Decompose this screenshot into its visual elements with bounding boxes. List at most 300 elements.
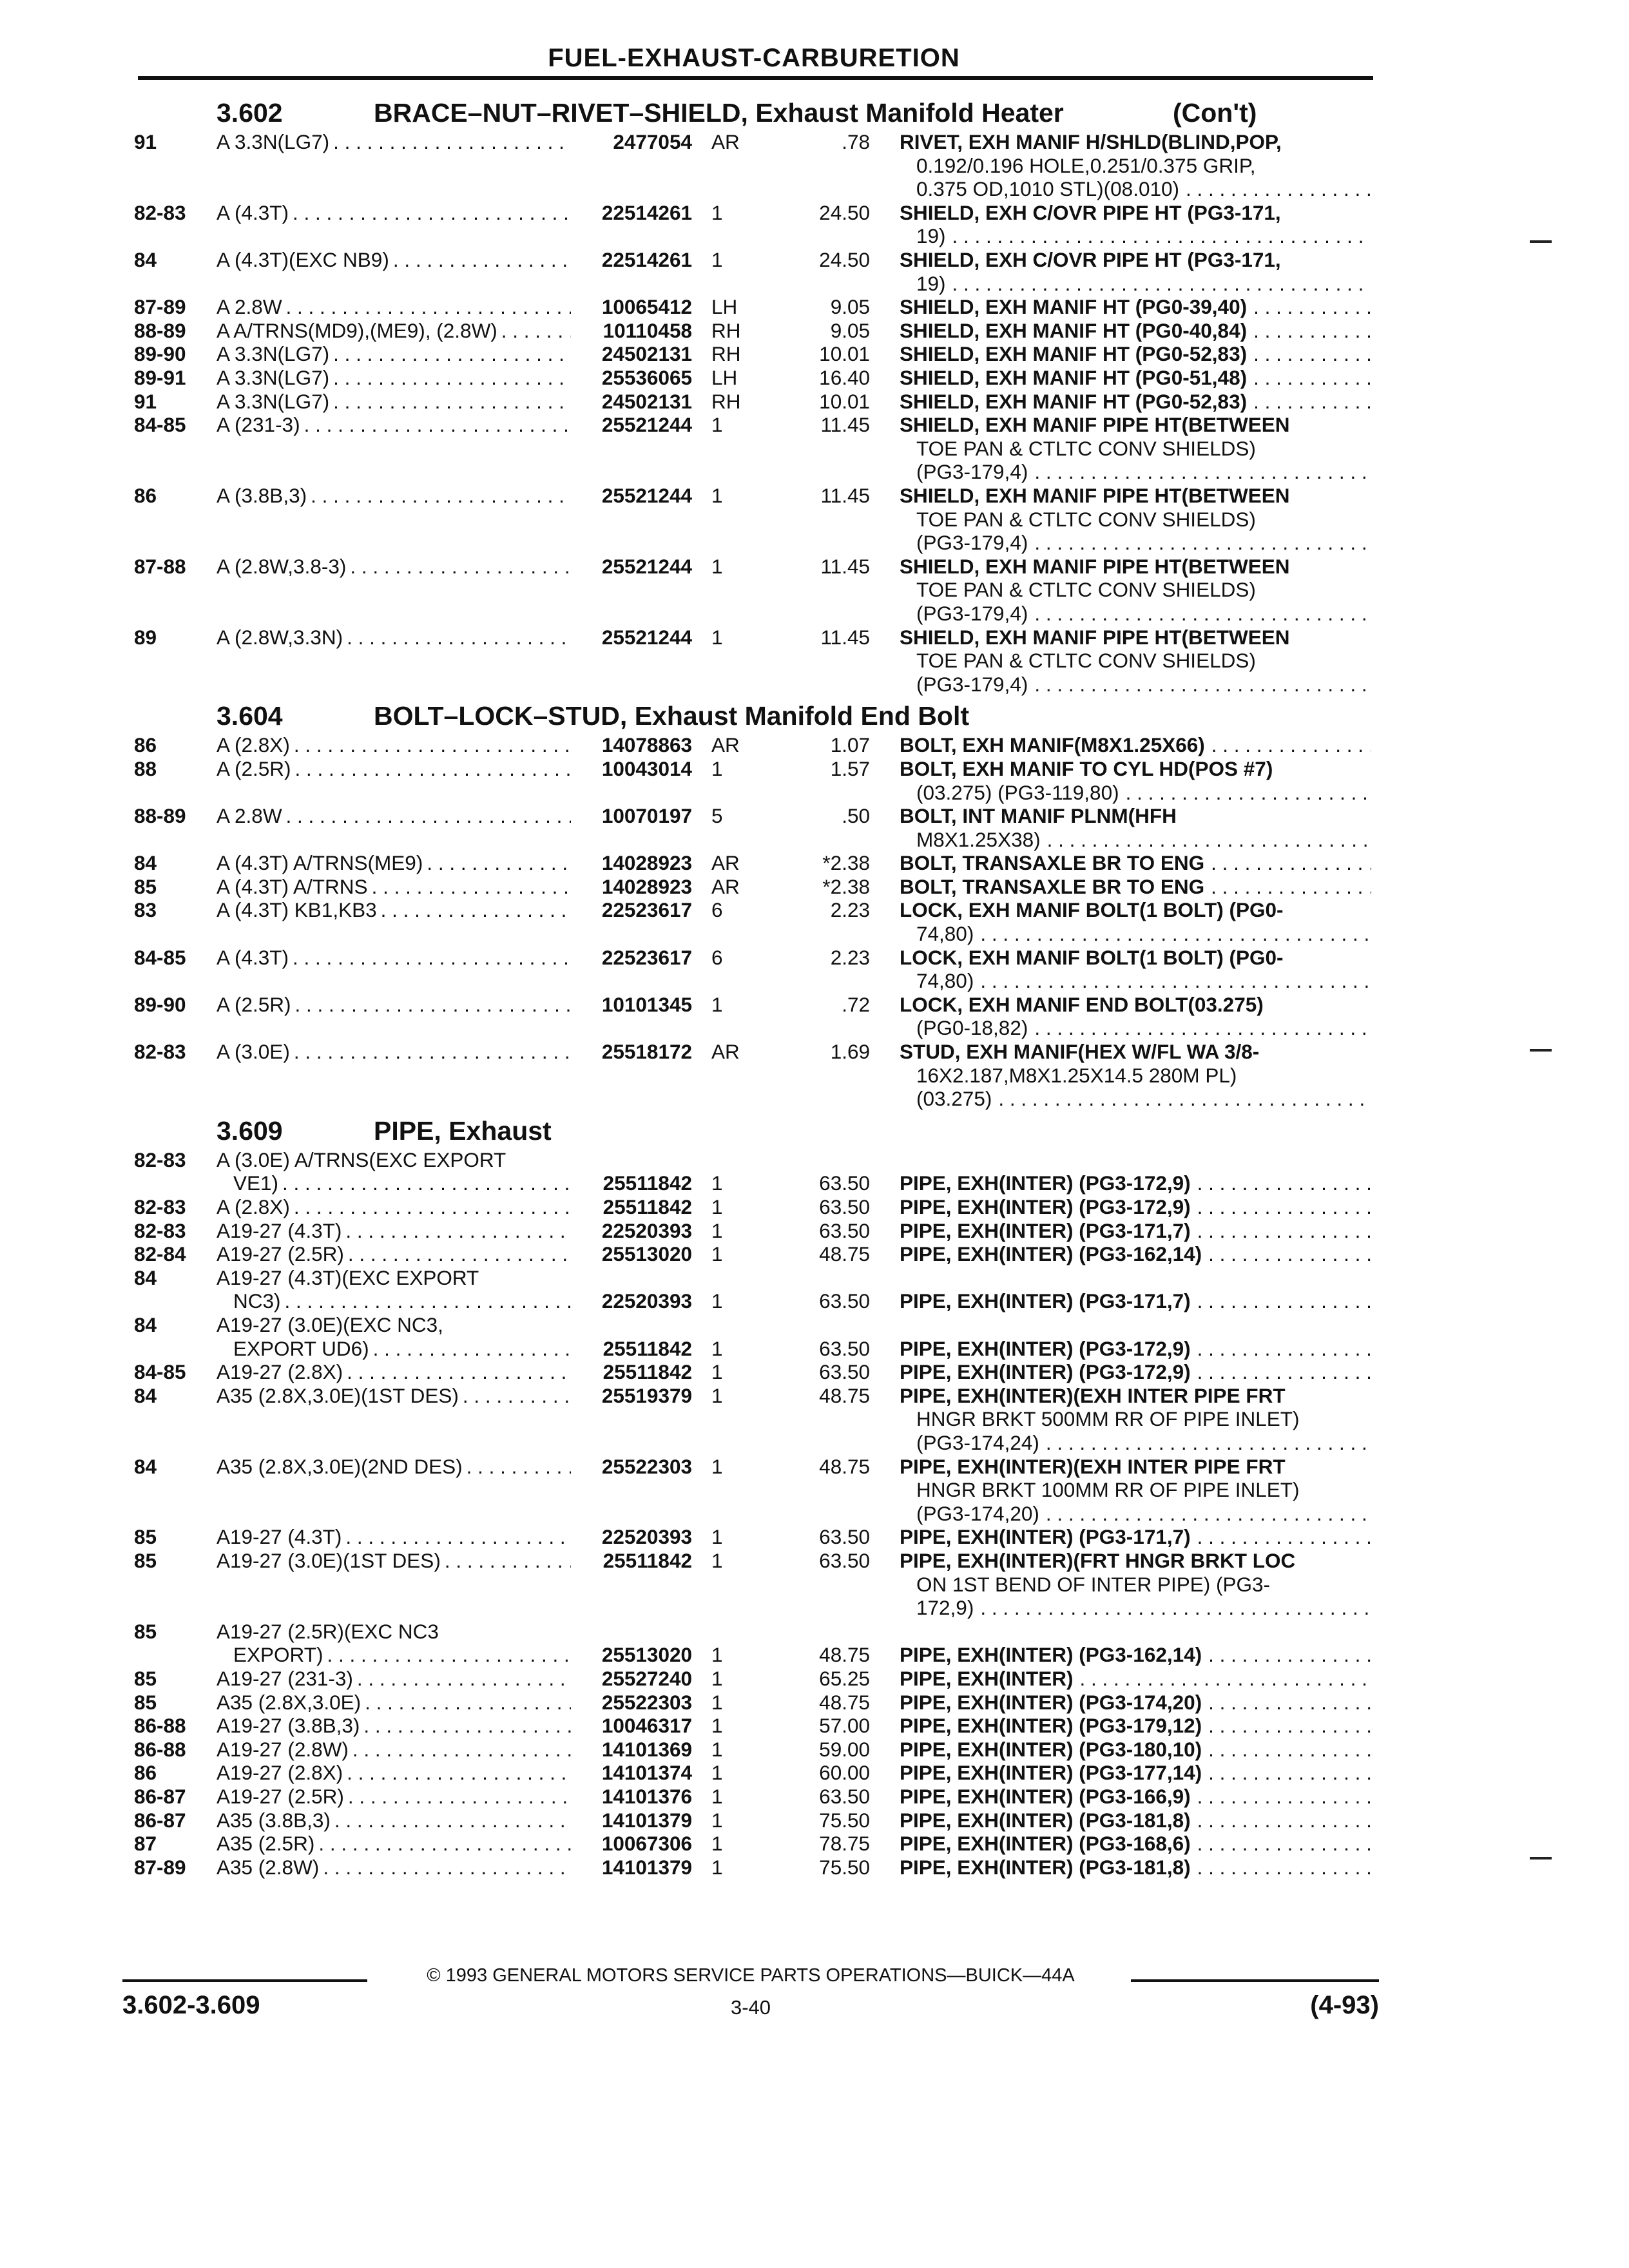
table-row <box>134 1148 1371 1195</box>
part-number: 14028923 <box>601 874 692 898</box>
description-text: BOLT, EXH MANIF TO CYL HD(POS #7) <box>900 756 1273 780</box>
description <box>900 366 1371 390</box>
model-years: 89-91 <box>134 365 186 389</box>
part-number: 24502131 <box>601 342 692 366</box>
dot-leader <box>1034 602 1371 626</box>
dot-leader <box>282 1171 571 1195</box>
model-years: 91 <box>134 130 157 153</box>
model-years: 86-87 <box>134 1808 186 1832</box>
description-line <box>900 1016 1371 1040</box>
quantity: 1 <box>711 247 723 271</box>
part-number: 10101345 <box>601 992 692 1016</box>
section-number: 3.602 <box>217 98 283 128</box>
application-text: VE1) <box>233 1171 279 1195</box>
quantity: 1 <box>711 1218 723 1242</box>
description-text: SHIELD, EXH MANIF PIPE HT(BETWEEN <box>900 483 1290 507</box>
description <box>900 1738 1371 1762</box>
table-row <box>134 201 1371 248</box>
description-text: LOCK, EXH MANIF END BOLT(03.275) <box>900 992 1264 1016</box>
model-years: 85 <box>134 1619 157 1643</box>
part-number: 10065412 <box>601 295 692 319</box>
dot-leader <box>348 1785 571 1809</box>
application-text: A19-27 (3.8B,3) <box>217 1714 360 1738</box>
description <box>900 390 1371 414</box>
dot-leader <box>333 342 571 366</box>
description-line <box>900 1502 1371 1526</box>
model-years: 88-89 <box>134 804 186 828</box>
quantity: AR <box>711 733 740 757</box>
price: 9.05 <box>830 318 870 342</box>
description-text: PIPE, EXH(INTER) (PG3-168,6) <box>900 1832 1191 1856</box>
description-line <box>900 413 1371 437</box>
part-number: 24502131 <box>601 389 692 413</box>
description-line <box>900 733 1371 757</box>
application-text: A19-27 (2.5R)(EXC NC3 <box>217 1619 439 1643</box>
price: 63.50 <box>819 1548 870 1572</box>
description-line <box>900 1040 1371 1064</box>
quantity: 1 <box>711 1336 723 1360</box>
description-text: PIPE, EXH(INTER) (PG3-177,14) <box>900 1761 1202 1785</box>
table-row <box>134 390 1371 414</box>
dot-leader <box>348 1242 571 1266</box>
description-text: 16X2.187,M8X1.25X14.5 280M PL) <box>916 1063 1237 1087</box>
description-line <box>900 130 1371 154</box>
description-text: SHIELD, EXH MANIF HT (PG0-39,40) <box>900 295 1248 319</box>
dot-leader <box>1208 1691 1371 1715</box>
description-text: PIPE, EXH(INTER) (PG3-172,9) <box>900 1336 1191 1360</box>
quantity: 1 <box>711 1808 723 1832</box>
footer-rule-left <box>122 1979 367 1982</box>
dot-leader <box>1208 1738 1371 1762</box>
description <box>900 1242 1371 1266</box>
description-text: BOLT, TRANSAXLE BR TO ENG <box>900 874 1205 898</box>
model-years: 82-83 <box>134 1040 186 1064</box>
table-row <box>134 993 1371 1040</box>
description-line <box>900 460 1371 484</box>
table-row <box>134 1384 1371 1455</box>
application-text: A19-27 (3.0E)(1ST DES) <box>217 1548 441 1572</box>
description-text: PIPE, EXH(INTER) (PG3-179,12) <box>900 1714 1202 1738</box>
description-text: 0.375 OD,1010 STL)(08.010) <box>916 177 1179 201</box>
table-row <box>134 1785 1371 1809</box>
description <box>900 1384 1371 1455</box>
dot-leader <box>357 1667 571 1691</box>
application-text: A19-27 (3.0E)(EXC NC3, <box>217 1313 443 1336</box>
table-row <box>134 804 1371 851</box>
description-text: 172,9) <box>916 1596 974 1620</box>
dot-leader <box>1046 1431 1371 1455</box>
description-text: BOLT, INT MANIF PLNM(HFH <box>900 804 1177 828</box>
table-row <box>134 1549 1371 1620</box>
model-years: 86 <box>134 483 157 507</box>
description-text: (PG3-179,4) <box>916 672 1028 696</box>
model-years: 84 <box>134 1454 157 1478</box>
section-number: 3.609 <box>217 1115 283 1146</box>
description <box>900 1171 1371 1195</box>
table-row <box>134 946 1371 993</box>
table-row <box>134 1691 1371 1715</box>
quantity: RH <box>711 342 741 366</box>
quantity: AR <box>711 851 740 875</box>
price: 16.40 <box>819 365 870 389</box>
table-row <box>134 130 1371 201</box>
table-row <box>134 1219 1371 1243</box>
price: 11.45 <box>820 413 870 437</box>
description-line <box>900 602 1371 626</box>
application-text: A (4.3T) A/TRNS(ME9) <box>217 851 423 875</box>
application-text: A (4.3T) <box>217 200 289 224</box>
description-text: SHIELD, EXH MANIF PIPE HT(BETWEEN <box>900 625 1290 649</box>
part-number: 22523617 <box>601 945 692 969</box>
quantity: LH <box>711 365 738 389</box>
price: 1.69 <box>830 1040 870 1064</box>
description-line <box>900 969 1371 993</box>
description-line <box>900 1219 1371 1243</box>
part-number: 2477054 <box>613 130 692 153</box>
table-row <box>134 626 1371 697</box>
application-text: A 3.3N(LG7) <box>217 365 330 389</box>
description <box>900 1714 1371 1738</box>
part-number: 22520393 <box>601 1218 692 1242</box>
application-text: A (2.5R) <box>217 992 291 1016</box>
parts-listing <box>134 97 1371 1883</box>
table-row <box>134 1738 1371 1762</box>
part-number: 22514261 <box>601 247 692 271</box>
part-number: 25536065 <box>601 365 692 389</box>
application-text: A35 (2.5R) <box>217 1832 315 1856</box>
dot-leader <box>304 413 571 437</box>
description-line <box>900 342 1371 366</box>
price: 2.23 <box>830 898 870 922</box>
quantity: 1 <box>711 554 723 578</box>
description-text: (PG3-179,4) <box>916 531 1028 555</box>
description <box>900 319 1371 343</box>
quantity: 1 <box>711 1643 723 1667</box>
dot-leader <box>285 1289 571 1313</box>
application-line <box>217 1313 700 1337</box>
application-text: A35 (2.8W) <box>217 1855 320 1879</box>
description-text: LOCK, EXH MANIF BOLT(1 BOLT) (PG0- <box>900 945 1284 969</box>
description-text: SHIELD, EXH MANIF HT (PG0-52,83) <box>900 389 1248 413</box>
dot-leader <box>333 130 571 154</box>
dot-leader <box>1197 1809 1371 1832</box>
model-years: 87-89 <box>134 295 186 319</box>
application-line <box>217 1620 700 1644</box>
quantity: 1 <box>711 1454 723 1478</box>
table-row <box>134 319 1371 343</box>
quantity: 1 <box>711 1171 723 1195</box>
dot-leader <box>1197 1360 1371 1384</box>
quantity: 1 <box>711 1761 723 1785</box>
dot-leader <box>1080 1667 1371 1691</box>
model-years: 84 <box>134 247 157 271</box>
description-text: 19) <box>916 271 946 295</box>
price: 48.75 <box>819 1242 870 1266</box>
price: 24.50 <box>819 247 870 271</box>
section-title: BRACE–NUT–RIVET–SHIELD, Exhaust Manifold Heater <box>374 98 1064 128</box>
price: .78 <box>842 130 870 153</box>
dot-leader <box>294 1195 571 1219</box>
description-text: PIPE, EXH(INTER)(EXH INTER PIPE FRT <box>900 1383 1286 1407</box>
description-text: SHIELD, EXH MANIF PIPE HT(BETWEEN <box>900 413 1290 437</box>
model-years: 86 <box>134 1761 157 1785</box>
description-text: 74,80) <box>916 969 974 993</box>
dot-leader <box>952 224 1371 248</box>
application-text: A 3.3N(LG7) <box>217 389 330 413</box>
price: 63.50 <box>819 1360 870 1384</box>
description-line <box>900 177 1371 201</box>
description-text: BOLT, EXH MANIF(M8X1.25X66) <box>900 733 1205 757</box>
application-text: A A/TRNS(MD9),(ME9), (2.8W) <box>217 318 497 342</box>
dot-leader <box>286 804 571 828</box>
part-number: 25513020 <box>601 1643 692 1667</box>
model-years: 82-83 <box>134 1148 186 1171</box>
description-line <box>900 1785 1371 1809</box>
price: 1.57 <box>830 756 870 780</box>
description-text: TOE PAN & CTLTC CONV SHIELDS) <box>916 436 1256 460</box>
dot-leader <box>363 1714 571 1738</box>
dot-leader <box>323 1856 571 1879</box>
description <box>900 1761 1371 1785</box>
description-line <box>900 804 1371 828</box>
description-line <box>900 1289 1371 1313</box>
application-text: A19-27 (4.3T) <box>217 1525 342 1549</box>
section-title: PIPE, Exhaust <box>374 1115 552 1146</box>
price: 1.07 <box>830 733 870 757</box>
application-text: A 2.8W <box>217 804 282 828</box>
table-row <box>134 1832 1371 1856</box>
quantity: 1 <box>711 756 723 780</box>
description <box>900 898 1371 945</box>
description-line <box>900 201 1371 225</box>
quantity: 1 <box>711 483 723 507</box>
description-text: PIPE, EXH(INTER) (PG3-171,7) <box>900 1218 1191 1242</box>
price: 57.00 <box>819 1714 870 1738</box>
price: 60.00 <box>819 1761 870 1785</box>
table-row <box>134 484 1371 555</box>
description-line <box>900 154 1371 178</box>
model-years: 82-83 <box>134 1218 186 1242</box>
description-text: PIPE, EXH(INTER) (PG3-181,8) <box>900 1808 1191 1832</box>
model-years: 84 <box>134 851 157 875</box>
application-line <box>217 1266 700 1290</box>
description-text: PIPE, EXH(INTER) (PG3-171,7) <box>900 1525 1191 1549</box>
table-row <box>134 1525 1371 1549</box>
model-years: 87-88 <box>134 554 186 578</box>
description-line <box>900 626 1371 649</box>
description <box>900 1455 1371 1526</box>
part-number: 25521244 <box>601 413 692 437</box>
price: 63.50 <box>819 1195 870 1219</box>
quantity: 1 <box>711 1666 723 1690</box>
quantity: 1 <box>711 1855 723 1879</box>
dot-leader <box>365 1691 571 1715</box>
part-number: 25521244 <box>601 554 692 578</box>
description-line <box>900 851 1371 875</box>
description-line <box>900 1195 1371 1219</box>
section-heading <box>134 97 1371 130</box>
description <box>900 1832 1371 1856</box>
description <box>900 130 1371 201</box>
model-years: 86-88 <box>134 1714 186 1738</box>
application-text: A35 (2.8X,3.0E)(2ND DES) <box>217 1454 463 1478</box>
description-line <box>900 1384 1371 1408</box>
model-years: 82-83 <box>134 200 186 224</box>
description-line <box>900 1596 1371 1620</box>
part-number: 25522303 <box>601 1454 692 1478</box>
model-years: 89-90 <box>134 992 186 1016</box>
dot-leader <box>333 366 571 390</box>
description-text: 74,80) <box>916 922 974 946</box>
description-line <box>900 781 1371 805</box>
dot-leader <box>1197 1195 1371 1219</box>
description-line <box>900 1573 1371 1597</box>
model-years: 85 <box>134 874 157 898</box>
dot-leader <box>347 1761 571 1785</box>
description-line <box>900 1242 1371 1266</box>
table-row <box>134 413 1371 484</box>
part-number: 25511842 <box>602 1548 692 1572</box>
description <box>900 1691 1371 1715</box>
model-years: 86-87 <box>134 1784 186 1808</box>
quantity: AR <box>711 130 740 153</box>
description-line <box>900 673 1371 697</box>
description <box>900 248 1371 295</box>
application-text: A (2.5R) <box>217 756 291 780</box>
quantity: 1 <box>711 1714 723 1738</box>
description-line <box>900 366 1371 390</box>
model-years: 85 <box>134 1525 157 1549</box>
quantity: AR <box>711 1040 740 1064</box>
model-years: 82-84 <box>134 1242 186 1266</box>
application-text: A35 (2.8X,3.0E) <box>217 1690 361 1714</box>
part-number: 25513020 <box>601 1242 692 1266</box>
description-line <box>900 1064 1371 1088</box>
description <box>900 1549 1371 1620</box>
quantity: LH <box>711 295 738 319</box>
description-line <box>900 1407 1371 1431</box>
dot-leader <box>1046 1502 1371 1526</box>
revision-date: (4-93) <box>1310 1991 1379 2019</box>
description-line <box>900 508 1371 532</box>
dot-leader <box>350 555 571 579</box>
model-years: 84 <box>134 1265 157 1289</box>
table-row <box>134 757 1371 804</box>
model-years: 86 <box>134 733 157 757</box>
application-text: A 3.3N(LG7) <box>217 342 330 366</box>
dot-leader <box>295 993 571 1017</box>
price: 11.45 <box>820 625 870 649</box>
price: 65.25 <box>819 1666 870 1690</box>
part-number: 14101374 <box>601 1761 692 1785</box>
price: 75.50 <box>819 1855 870 1879</box>
description-text: (PG0-18,82) <box>916 1016 1028 1040</box>
application-text: A19-27 (2.8X) <box>217 1761 343 1785</box>
table-row <box>134 1620 1371 1667</box>
dot-leader <box>381 898 571 922</box>
dot-leader <box>333 390 571 414</box>
model-years: 83 <box>134 898 157 922</box>
dot-leader <box>347 626 571 649</box>
price: 63.50 <box>819 1289 870 1313</box>
application-text: A (2.8X) <box>217 1195 290 1219</box>
price: 9.05 <box>830 295 870 319</box>
description-text: TOE PAN & CTLTC CONV SHIELDS) <box>916 649 1256 673</box>
description <box>900 1289 1371 1313</box>
description-text: 19) <box>916 224 946 248</box>
model-years: 84 <box>134 1383 157 1407</box>
description-line <box>900 1549 1371 1573</box>
price: 2.23 <box>830 945 870 969</box>
part-number: 25518172 <box>601 1040 692 1064</box>
application-text: A 3.3N(LG7) <box>217 130 330 153</box>
description-line <box>900 1478 1371 1502</box>
dot-leader <box>293 201 571 225</box>
application-text: A (4.3T)(EXC NB9) <box>217 247 389 271</box>
description-line <box>900 295 1371 319</box>
quantity: 1 <box>711 1195 723 1219</box>
dot-leader <box>1197 1525 1371 1549</box>
quantity: 1 <box>711 1784 723 1808</box>
dot-leader <box>1034 1016 1371 1040</box>
quantity: 1 <box>711 992 723 1016</box>
table-row <box>134 733 1371 757</box>
table-row <box>134 1667 1371 1691</box>
application-text: A35 (2.8X,3.0E)(1ST DES) <box>217 1383 459 1407</box>
description <box>900 626 1371 697</box>
header-rule <box>138 76 1373 80</box>
application-text: A19-27 (4.3T)(EXC EXPORT <box>217 1265 479 1289</box>
dot-leader <box>1208 1714 1371 1738</box>
description-text: SHIELD, EXH MANIF HT (PG0-52,83) <box>900 342 1248 366</box>
description <box>900 1040 1371 1111</box>
part-number: 14101369 <box>601 1737 692 1761</box>
part-number: 22514261 <box>601 200 692 224</box>
table-row <box>134 1242 1371 1266</box>
dot-leader <box>1126 781 1371 805</box>
application-text: A19-27 (2.5R) <box>217 1784 344 1808</box>
dot-leader <box>1253 319 1371 343</box>
description <box>900 1667 1371 1691</box>
price: 48.75 <box>819 1690 870 1714</box>
quantity: 1 <box>711 625 723 649</box>
model-years: 91 <box>134 389 157 413</box>
dot-leader <box>501 319 571 343</box>
part-number: 14078863 <box>601 733 692 757</box>
description <box>900 1195 1371 1219</box>
dot-leader <box>1186 177 1371 201</box>
part-number: 10046317 <box>601 1714 692 1738</box>
description-text: (PG3-174,24) <box>916 1430 1039 1454</box>
part-number: 25521244 <box>601 625 692 649</box>
description-line <box>900 248 1371 272</box>
application-text: A 2.8W <box>217 295 282 319</box>
dot-leader <box>1211 875 1371 899</box>
model-years: 89-90 <box>134 342 186 366</box>
description-text: RIVET, EXH MANIF H/SHLD(BLIND,POP, <box>900 130 1282 153</box>
description-line <box>900 319 1371 343</box>
quantity: 1 <box>711 1832 723 1856</box>
quantity: 1 <box>711 1525 723 1549</box>
part-number: 25511842 <box>602 1336 692 1360</box>
part-number: 14101379 <box>601 1855 692 1879</box>
price: *2.38 <box>822 874 870 898</box>
table-row <box>134 555 1371 626</box>
price: 48.75 <box>819 1383 870 1407</box>
description-line <box>900 898 1371 922</box>
table-row <box>134 366 1371 390</box>
part-number: 22523617 <box>601 898 692 922</box>
